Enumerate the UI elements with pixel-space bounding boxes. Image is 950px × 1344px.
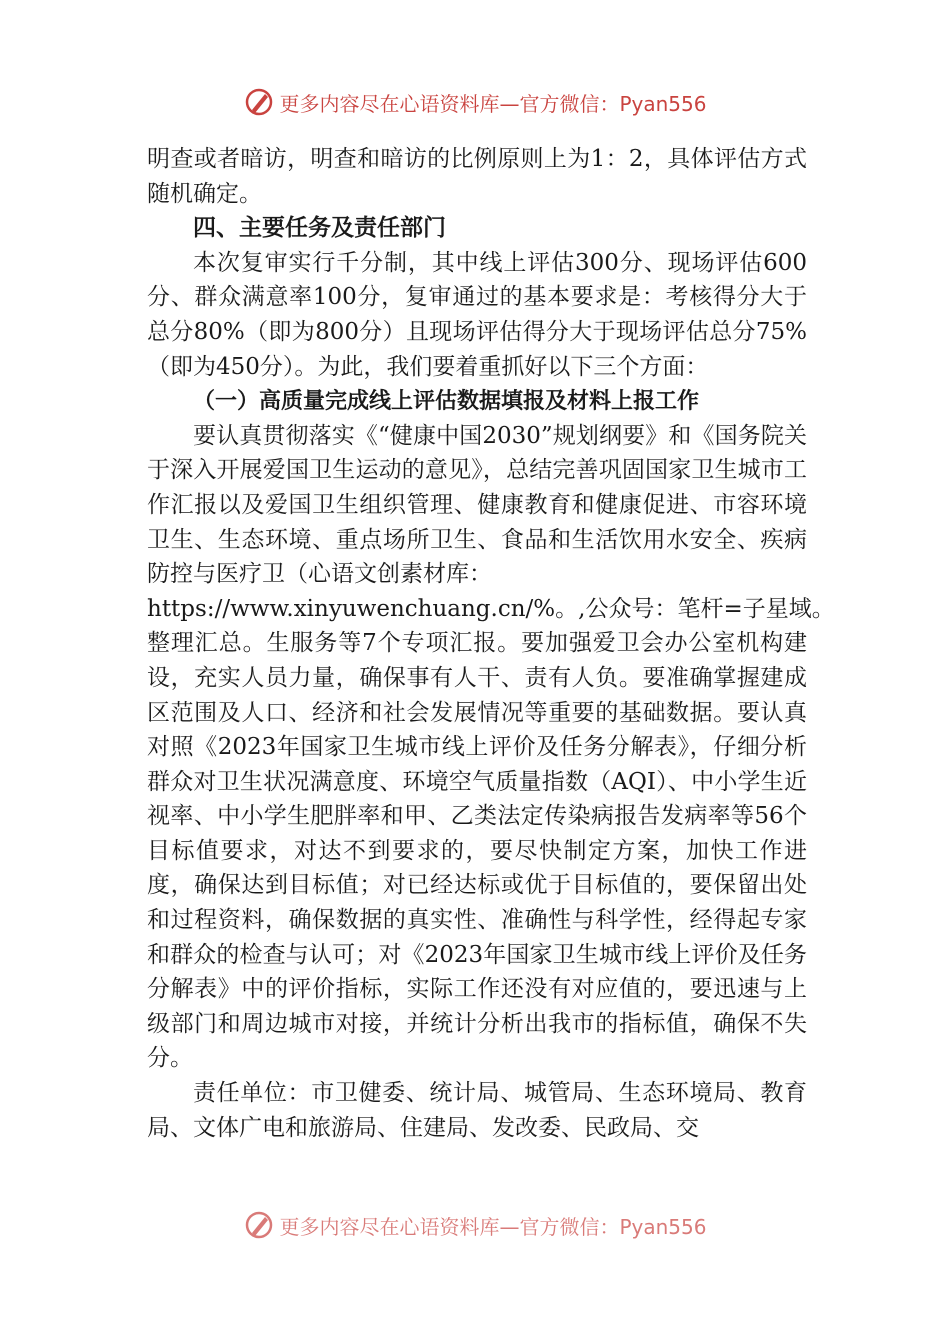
- document-body: [147, 142, 835, 1145]
- paragraph-implementation: 要认真贯彻落实《“健康中国2030”规划纲要》和《国务院关于深入开展爱国卫生运动的意见》，总结完善巩固国家卫生城市工作汇报以及爱国卫生组织管理、健康教育和健康促进、市容环境卫生、生态环境、重点场所卫生、食品和生活饮用水安全、疾病防控与医疗卫（心语文创素材库：: [147, 422, 807, 588]
- footer-watermark-banner: [0, 1205, 950, 1245]
- paragraph-scoring: 本次复审实行千分制，其中线上评估300分、现场评估600分、群众满意率100分，复审通过的基本要求是：考核得分大于总分80%（即为800分）且现场评估得分大于现场评估总分75%（即为450分）。为此，我们要着重抓好以下三个方面：: [147, 249, 807, 380]
- paragraph-inspection-method: 明查或者暗访，明查和暗访的比例原则上为1：2，具体评估方式随机确定。: [147, 146, 807, 207]
- footer-banner-text: 更多内容尽在心语资料库—官方微信：Pyan556: [279, 1214, 707, 1239]
- subheading-online-evaluation: （一）高质量完成线上评估数据填报及材料上报工作: [193, 388, 700, 415]
- pen-logo-icon: [243, 1209, 275, 1241]
- paragraph-responsible-units: 责任单位：市卫健委、统计局、城管局、生态环境局、教育局、文体广电和旅游局、住建局、发改委、民政局、交: [147, 1080, 807, 1141]
- pen-logo-icon: [243, 86, 275, 118]
- header-banner-text: 更多内容尽在心语资料库—官方微信：Pyan556: [279, 91, 707, 116]
- paragraph-url-line: https://www.xinyuwenchuang.cn/%。,公众号：笔杆=子星域。: [147, 595, 835, 622]
- header-watermark-banner: [0, 82, 950, 122]
- section-heading-main-tasks: 四、主要任务及责任部门: [193, 215, 446, 242]
- paragraph-data-requirements: 整理汇总。生服务等7个专项汇报。要加强爱卫会办公室机构建设，充实人员力量，确保事有人干、责有人负。要准确掌握建成区范围及人口、经济和社会发展情况等重要的基础数据。要认真对照《2023年国家卫生城市线上评价及任务分解表》，仔细分析群众对卫生状况满意度、环境空气质量指数（AQI）、中小学生近视率、中小学生肥胖率和甲、乙类法定传染病报告发病率等56个目标值要求，对达不到要求的，要尽快制定方案，加快工作进度，确保达到目标值；对已经达标或优于目标值的，要保留出处和过程资料，确保数据的真实性、准确性与科学性，经得起专家和群众的检查与认可；对《2023年国家卫生城市线上评价及任务分解表》中的评价指标，实际工作还没有对应值的，要迅速与上级部门和周边城市对接，并统计分析出我市的指标值，确保不失分。: [147, 630, 807, 1072]
